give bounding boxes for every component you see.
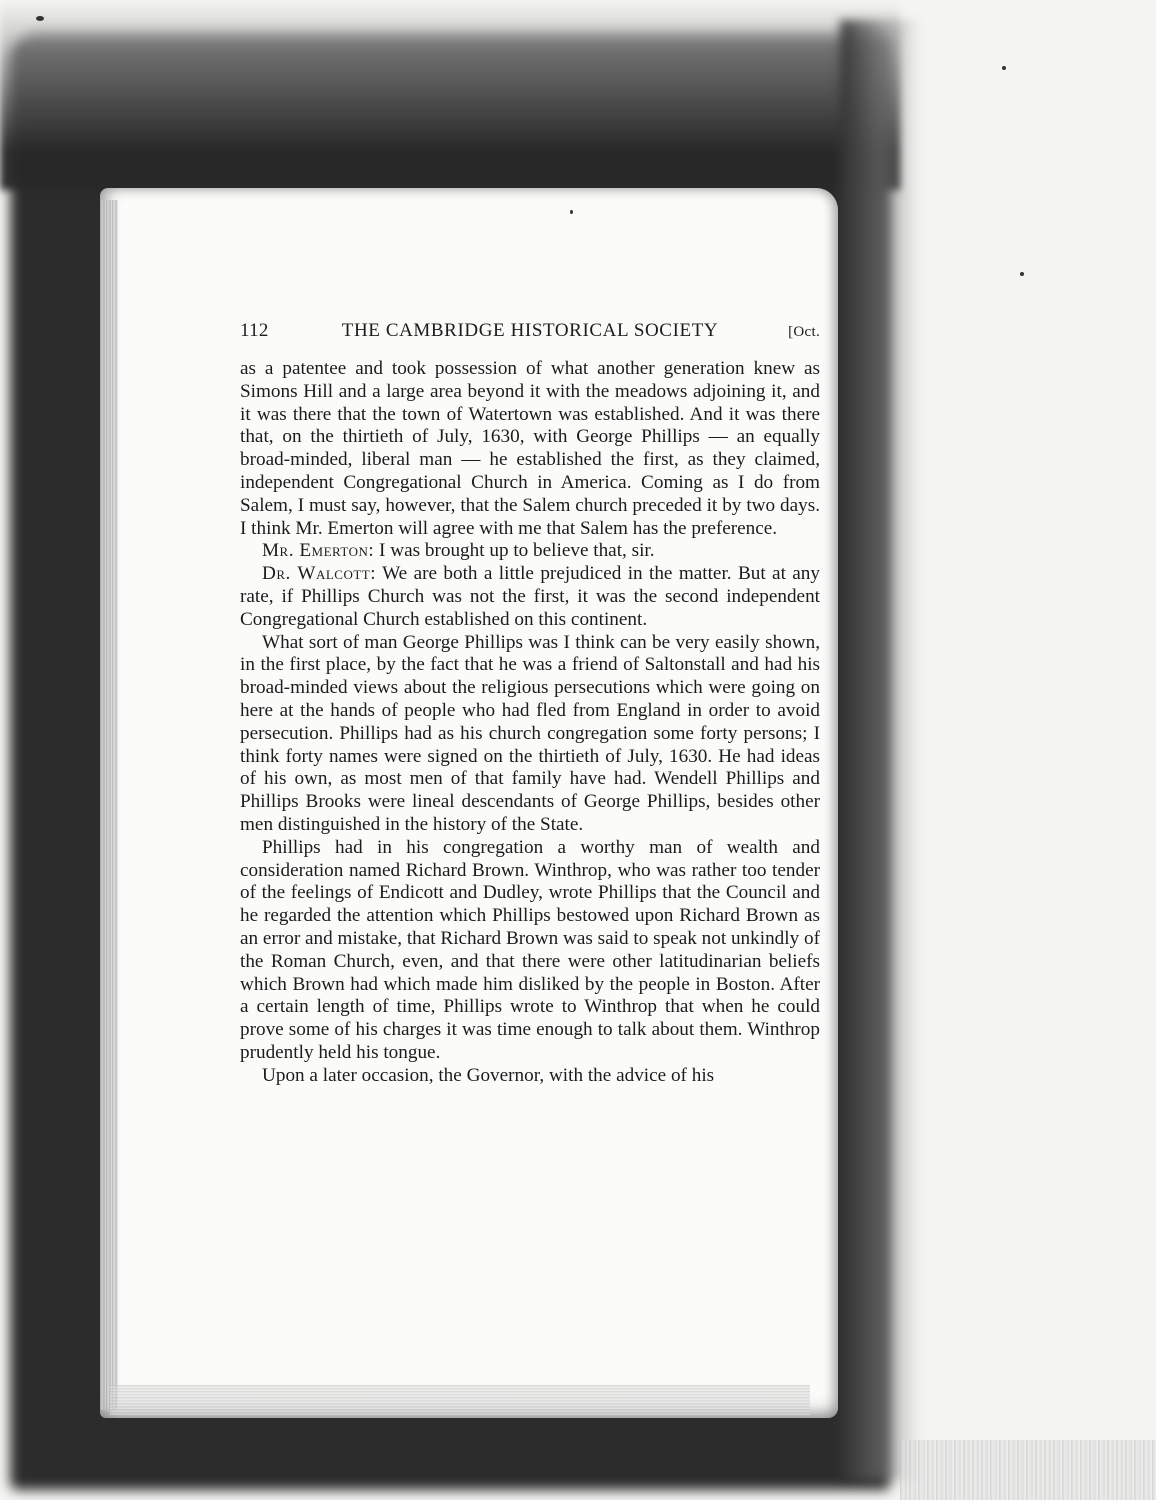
- shadow-top: [0, 0, 900, 190]
- journal-title: THE CAMBRIDGE HISTORICAL SOCIETY: [341, 320, 719, 341]
- paragraph-2-text: I was brought up to believe that, sir.: [374, 540, 655, 562]
- page-number: 112: [240, 320, 269, 341]
- scan-speck: [1020, 272, 1024, 276]
- paragraph-6: Upon a later occasion, the Governor, with the advice of his: [262, 1064, 715, 1086]
- paragraph-3: [240, 563, 820, 631]
- page-bottom-edges: [110, 1385, 810, 1415]
- paragraph-4: What sort of man George Phillips was I think can be very easily shown, in the first place, by the fact that he was a friend of Saltonstall and had his broad-minded views about the religious persecutions which were going on here at the hands of people who had fled from England in order to avoid persecution. Phillips had as his church congregation some forty persons; I think forty names were signed on the thirtieth of July, 1630. He had ideas of his own, as most men of that family have had. Wendell Phillips and Phillips Brooks were lineal descendants of George Phillips, besides other men distinguished in the history of the State.: [240, 631, 820, 835]
- speaker-walcott: Dr. Walcott:: [262, 563, 377, 585]
- paragraph-3-text: We are both a little prejudiced in the matter. But at any rate, if Phillips Church was not the first, it was the second independent Congregational Church established on this continent.: [240, 563, 820, 630]
- scan-speck: [570, 210, 573, 214]
- scan-speck: [36, 16, 44, 21]
- month-mark: [Oct.: [788, 324, 820, 340]
- paragraph-5: Phillips had in his congregation a worthy man of wealth and consideration named Richard Brown. Winthrop, who was rather too tender of the feelings of Endicott and Dudley, wrote Phillips that the Council and he regarded the attention which Phillips bestowed upon Richard Brown as an error and mistake, that Richard Brown was said to speak not unkindly of the Roman Church, even, and that there were other latitudinarian beliefs which Brown had which made him disliked by the people in Boston. After a certain length of time, Phillips wrote to Winthrop that when he could prove some of his charges it was time enough to talk about them. Winthrop prudently held his tongue.: [240, 836, 820, 1063]
- scan-noise: [900, 1440, 1156, 1500]
- scan-speck: [1002, 66, 1006, 70]
- page-text: [240, 320, 820, 1088]
- paragraph-1: as a patentee and took possession of what another generation knew as Simons Hill and a large area beyond it with the meadows adjoining it, and it was there that the town of Watertown was established. And it was there that, on the thirtieth of July, 1630, with George Phillips — an equally broad-minded, liberal man — he established the first, as they claimed, independent Congregational Church in America. Coming as I do from Salem, I must say, however, that the Salem church preceded it by two days. I think Mr. Emerton will agree with me that Salem has the preference.: [240, 358, 820, 539]
- page-edges: [100, 200, 118, 1410]
- running-head: [240, 320, 820, 350]
- speaker-emerton: Mr. Emerton:: [262, 540, 375, 562]
- shadow-right-fade: [840, 20, 920, 1480]
- paragraph-2: [240, 540, 820, 563]
